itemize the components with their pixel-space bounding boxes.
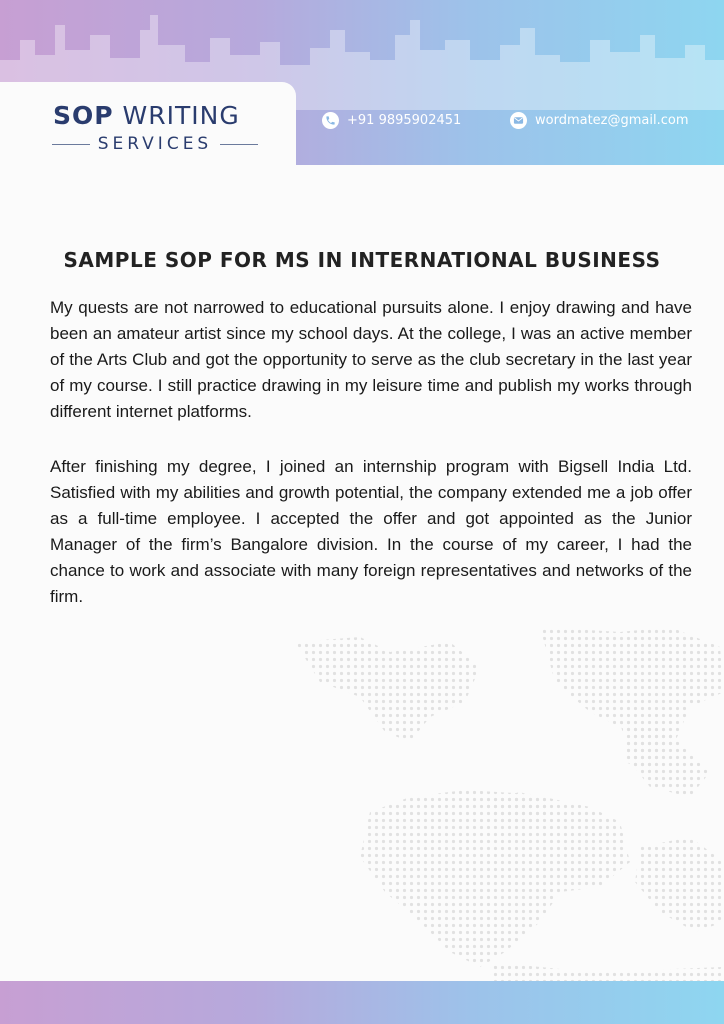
mail-icon (510, 112, 527, 129)
email-address: wordmatez@gmail.com (535, 113, 689, 128)
body-paragraph-1: My quests are not narrowed to educational pursuits alone. I enjoy drawing and have been an amateur artist since my school days. At the college, I was an active member of the Arts Club and got the opportunity to serve as the club secretary in the last year of my course. I still practice drawing in my leisure time and publish my works through different internet platforms. (50, 298, 692, 421)
logo-wordmark (53, 101, 240, 130)
dotted-world-map-decoration (290, 622, 724, 982)
body-paragraph-2: After finishing my degree, I joined an internship program with Bigsell India Ltd. Satisfied with my abilities and growth potential, the company extended me a job offer as a full-time employee. I accepted the offer and got appointed as the Junior Manager of the firm’s Bangalore division. In the course of my career, I had the chance to work and associate with many foreign representatives and networks of the firm. (50, 457, 692, 606)
email-contact[interactable] (510, 112, 689, 129)
logo-word-writing: WRITING (122, 101, 240, 130)
logo-rule-right (220, 144, 258, 145)
logo-rule-left (52, 144, 90, 145)
footer-band (0, 981, 724, 1024)
logo-subtitle: SERVICES (97, 134, 213, 154)
phone-number: +91 9895902451 (347, 113, 462, 128)
phone-icon (322, 112, 339, 129)
logo-subtitle-row (52, 134, 258, 154)
logo-word-sop: SOP (53, 101, 114, 130)
phone-contact[interactable] (322, 112, 461, 129)
document-title: SAMPLE SOP FOR MS IN INTERNATIONAL BUSINESS (63, 248, 661, 273)
